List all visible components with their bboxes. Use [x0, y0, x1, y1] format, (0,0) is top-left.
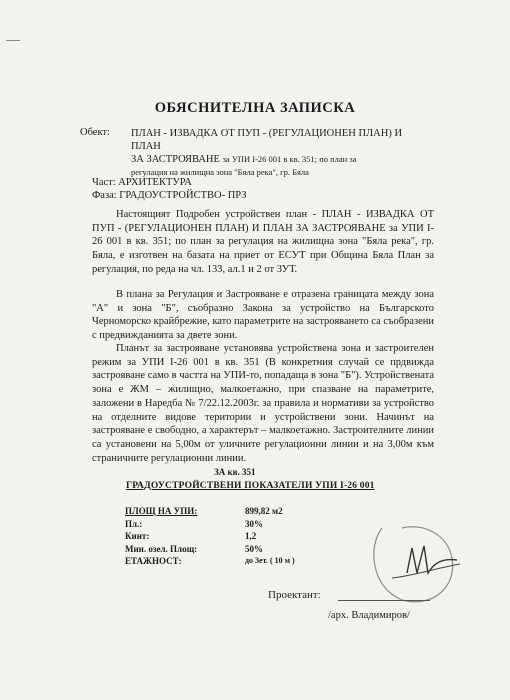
- phase-label: Фаза: ГРАДОУСТРОЙСТВО- ПРЗ: [92, 190, 247, 201]
- object-line-3: регулация на жилищна зона "Бяла река", гр. Бяла: [131, 167, 309, 177]
- indicator-name: ЕТАЖНОСТ:: [125, 556, 182, 566]
- paragraph-3-text: Планът за застрояване установява устройствена зона и застроителен режим за УПИ I-26 001 в кв. 351 (В конкретния случай се прдвижда застрояване само в частта на УПИ-то, попадаща в зона "Б"). Устройствената зона е ЖМ – жилищно, малкоетажно, при спазване на параметрите, заложени в Наредба № 7/22.12.2003г. за правила и нормативи за устройство на отделните видове територии и устройствени зони. Начинът на застрояване е свободно, а характерът – малкоетажно. Застроителните линии са установени на 5,00м от уличните регулационни линии и на 3,00м към страничните регулационни линии.: [92, 343, 434, 464]
- indicator-value: до 3ет. ( 10 м ): [245, 556, 295, 565]
- indicators-title: ГРАДОУСТРОЙСТВЕНИ ПОКАЗАТЕЛИ УПИ I-26 001: [126, 481, 375, 491]
- object-description: [131, 127, 431, 179]
- object-line-1: ПЛАН - ИЗВАДКА ОТ ПУП - (РЕГУЛАЦИОНЕН ПЛАН) И ПЛАН: [131, 128, 403, 152]
- indicator-name: Пл.:: [125, 519, 143, 529]
- part-label: Част: АРХИТЕКТУРА: [92, 177, 192, 188]
- architect-name: /арх. Владимиров/: [328, 610, 410, 621]
- za-block-label: ЗА кв. 351: [214, 467, 256, 477]
- indicator-name: Кинт:: [125, 531, 150, 541]
- indicator-value: 50%: [245, 544, 263, 554]
- paragraph-2-text: В плана за Регулация и Застрояване е отразена границата между зона "А" и зона "Б", съобразно Закона за устройство на Българското Черноморско крайбрежие, като параметрите на застрояването са съобразени с предвижданията за двете зони.: [92, 289, 434, 342]
- paragraph-1-text: Настоящият Подробен устройствен план - ПЛАН - ИЗВАДКА ОТ ПУП - (РЕГУЛАЦИОНЕН ПЛАН) И ПЛАН ЗА ЗАСТРОЯВАНЕ за УПИ I-26 001 в кв. 351; по план за регулация на жилищна зона "Бяла река", гр. Бяла, е изготвен на базата на приет от ЕСУТ при Община Бяла План за регулация, по реда на чл. 133, ал.1 и 2 от ЗУТ.: [92, 209, 434, 275]
- paragraph-1: [92, 208, 434, 277]
- indicator-value: 1,2: [245, 531, 257, 541]
- object-line-2a: ЗА ЗАСТРОЯВАНЕ: [131, 154, 220, 165]
- paragraph-3: [92, 342, 434, 465]
- indicator-value: 899,82 м2: [245, 506, 283, 516]
- object-label: Обект:: [80, 127, 110, 138]
- indicator-name: ПЛОЩ НА УПИ:: [125, 506, 198, 516]
- indicator-value: 30%: [245, 519, 263, 529]
- scan-mark: [6, 40, 20, 41]
- paragraph-2: [92, 288, 434, 343]
- object-line-2: [131, 153, 431, 166]
- signature-scribble: [362, 518, 462, 608]
- document-title: ОБЯСНИТЕЛНА ЗАПИСКА: [154, 100, 356, 116]
- signature-line: [338, 600, 430, 601]
- object-line-2b: за УПИ I-26 001 в кв. 351; по план за: [222, 154, 357, 164]
- designer-label: Проектант:: [268, 589, 321, 601]
- indicator-name: Мин. озел. Площ:: [125, 544, 198, 554]
